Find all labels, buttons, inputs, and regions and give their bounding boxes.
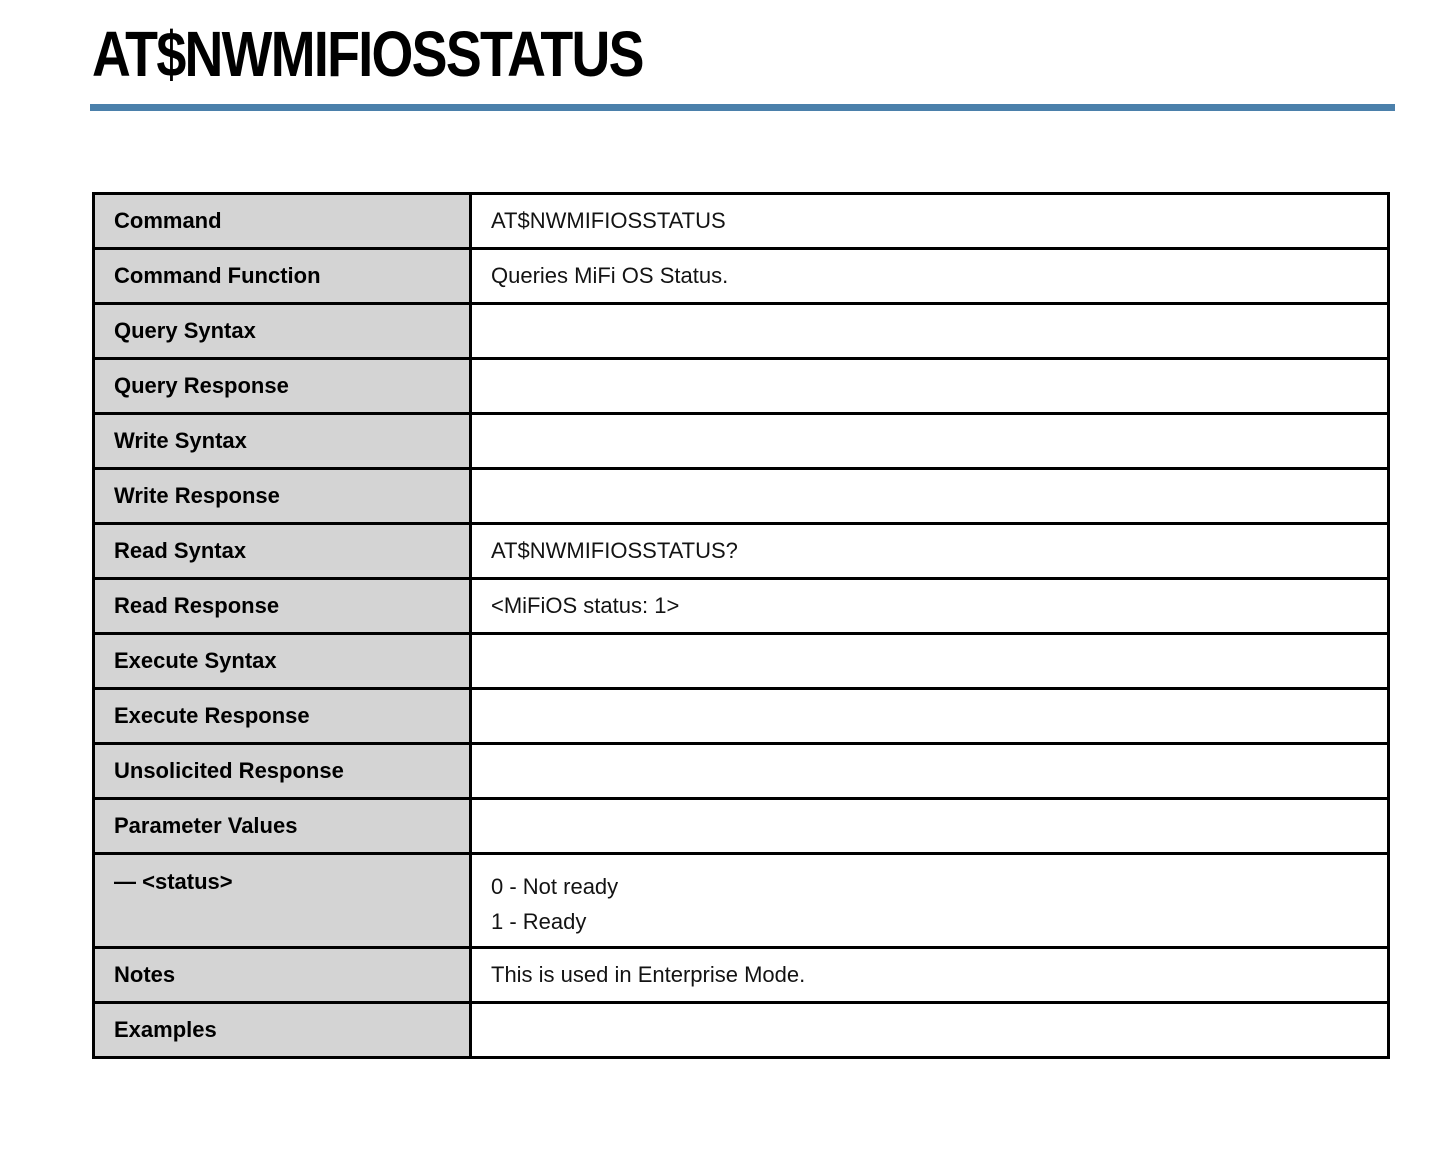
table-row [94, 1003, 1389, 1058]
table-row [94, 414, 1389, 469]
row-label: Write Response [94, 469, 471, 524]
row-label: Read Syntax [94, 524, 471, 579]
table-row [94, 304, 1389, 359]
row-label: Examples [94, 1003, 471, 1058]
row-value [471, 469, 1389, 524]
row-value [471, 1003, 1389, 1058]
row-value [471, 359, 1389, 414]
table-row [94, 634, 1389, 689]
row-value [471, 634, 1389, 689]
table-row [94, 524, 1389, 579]
row-label: Query Response [94, 359, 471, 414]
row-value: Queries MiFi OS Status. [471, 249, 1389, 304]
row-label: Execute Response [94, 689, 471, 744]
value-line: 1 - Ready [491, 909, 587, 934]
table-row [94, 579, 1389, 634]
table-row [94, 744, 1389, 799]
table-row [94, 249, 1389, 304]
row-value [471, 304, 1389, 359]
row-value [471, 854, 1389, 948]
table-row [94, 799, 1389, 854]
row-label: Command Function [94, 249, 471, 304]
command-table-body [94, 194, 1389, 1058]
row-value: <MiFiOS status: 1> [471, 579, 1389, 634]
table-row [94, 948, 1389, 1003]
value-line: 0 - Not ready [491, 874, 619, 899]
row-label: Query Syntax [94, 304, 471, 359]
row-value [471, 689, 1389, 744]
row-value [471, 414, 1389, 469]
table-row [94, 854, 1389, 948]
row-label: Parameter Values [94, 799, 471, 854]
table-row [94, 469, 1389, 524]
row-value [471, 799, 1389, 854]
table-row [94, 359, 1389, 414]
row-value: AT$NWMIFIOSSTATUS? [471, 524, 1389, 579]
row-value: This is used in Enterprise Mode. [471, 948, 1389, 1003]
row-value: AT$NWMIFIOSSTATUS [471, 194, 1389, 249]
row-label: Read Response [94, 579, 471, 634]
row-label: Execute Syntax [94, 634, 471, 689]
title-divider-rule [90, 104, 1395, 111]
row-label: Notes [94, 948, 471, 1003]
row-label: — <status> [94, 854, 471, 948]
command-reference-table [92, 192, 1390, 1059]
page-title: AT$NWMIFIOSSTATUS [92, 18, 643, 90]
table-row [94, 689, 1389, 744]
row-label: Write Syntax [94, 414, 471, 469]
table-row [94, 194, 1389, 249]
row-label: Command [94, 194, 471, 249]
row-label: Unsolicited Response [94, 744, 471, 799]
row-value [471, 744, 1389, 799]
